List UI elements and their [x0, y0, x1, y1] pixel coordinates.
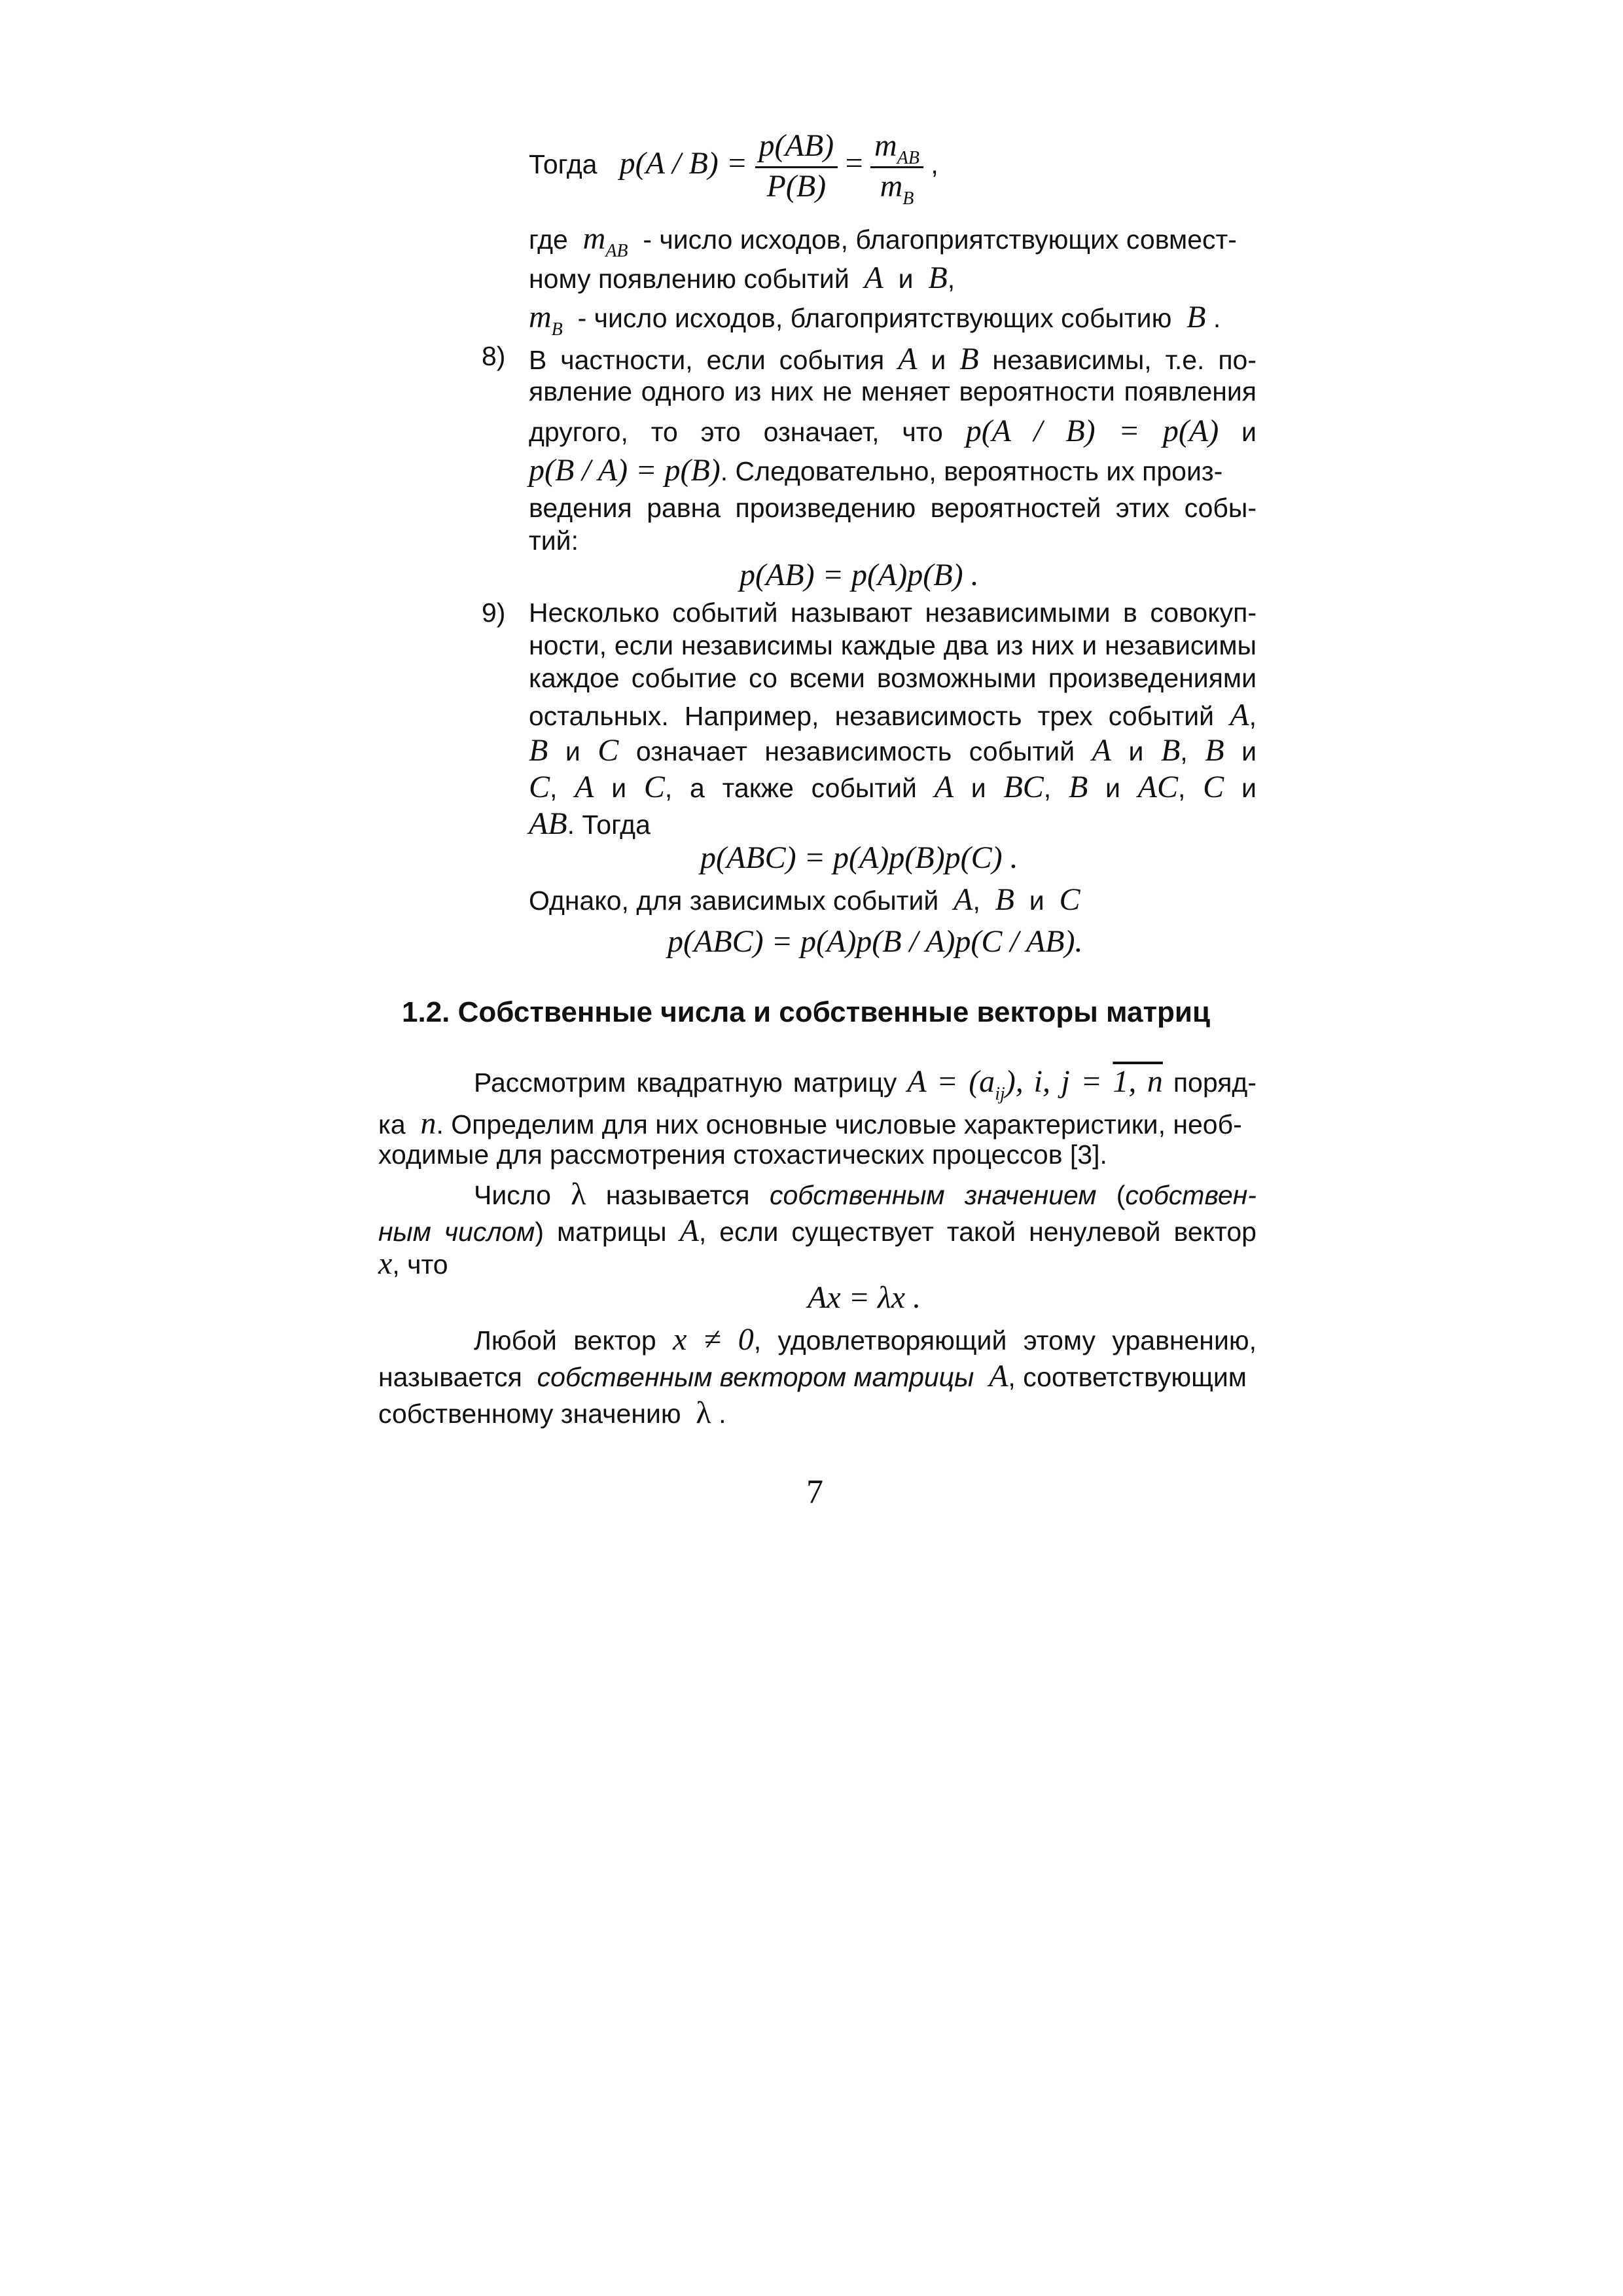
text-line: называется собственным вектором матрицы A, соответствующим	[378, 1359, 1247, 1393]
text-line: каждое событие со всеми возможными произведениями	[529, 663, 1257, 693]
text-line: другого, то это означает, что p(A / B) = p(A) и	[529, 414, 1257, 448]
fraction-p: $\frac{p(AB)}{P(B)}$	[755, 129, 838, 204]
text-line: Несколько событий называют независимыми в совокуп-	[529, 598, 1257, 628]
text-line: $m_B$ - число исходов, благоприятствующих событию B .	[529, 300, 1221, 340]
text-line: ности, если независимы каждые два из них и независимы	[529, 630, 1257, 660]
text-line: В частности, если события A и B независимы, т.е. по-	[529, 342, 1257, 376]
section-heading: 1.2. Собственные числа и собственные векторы матриц	[402, 996, 1211, 1028]
text-line: остальных. Например, независимость трех событий A,	[529, 698, 1257, 732]
text-line: B и C означает независимость событий A и B, B и	[529, 733, 1257, 768]
text-line: ным числом) матрицы A, если существует такой ненулевой вектор	[378, 1213, 1257, 1248]
text-line: Любой вектор x ≠ 0, удовлетворяющий этому уравнению,	[474, 1322, 1257, 1357]
text-line: тий:	[529, 526, 579, 556]
formula-independent-three: p(ABC) = p(A)p(B)p(C) .	[700, 840, 1018, 875]
list-number: 9)	[482, 598, 506, 628]
text-line: C, A и C, а также событий A и BC, B и AC, C и	[529, 770, 1257, 804]
formula-conditional-probability: Тогда p(A / B) = $\frac{p(AB)}{P(B)}$ = $\frac{m_{AB}}{m_B}$ ,	[529, 128, 938, 209]
list-number: 8)	[482, 341, 506, 371]
text-line: x, что	[378, 1246, 448, 1281]
text-line: Число λ называется собственным значением (собствен-	[474, 1177, 1257, 1211]
formula-independent: p(AB) = p(A)p(B) .	[740, 558, 979, 592]
text-line: собственному значению λ .	[378, 1395, 726, 1430]
text-line: ному появлению событий A и B,	[529, 260, 955, 295]
fraction-m: $\frac{m_{AB}}{m_B}$	[870, 129, 923, 204]
text-line: ведения равна произведению вероятностей этих собы-	[529, 493, 1257, 523]
formula-eigen: Ax = λx .	[808, 1280, 921, 1315]
page-number: 7	[806, 1473, 823, 1511]
text-line: явление одного из них не меняет вероятности появления	[529, 376, 1257, 406]
text-line: AB. Тогда	[529, 806, 651, 841]
text-line: ка n. Определим для них основные числовые характеристики, необ-	[378, 1106, 1242, 1141]
text-line: ходимые для рассмотрения стохастических процессов [3].	[378, 1139, 1107, 1170]
text-line: p(B / A) = p(B). Следовательно, вероятность их произ-	[529, 453, 1223, 488]
text-line: где $m_{AB}$ - число исходов, благоприятствующих совмест-	[529, 221, 1237, 261]
text-line: Рассмотрим квадратную матрицу $A = (a_{ij})$, i, j = 1, n поряд-	[474, 1064, 1257, 1104]
text-line: Однако, для зависимых событий A, B и C	[529, 882, 1080, 917]
formula-dependent-three: p(ABC) = p(A)p(B / A)p(C / AB).	[668, 924, 1083, 959]
